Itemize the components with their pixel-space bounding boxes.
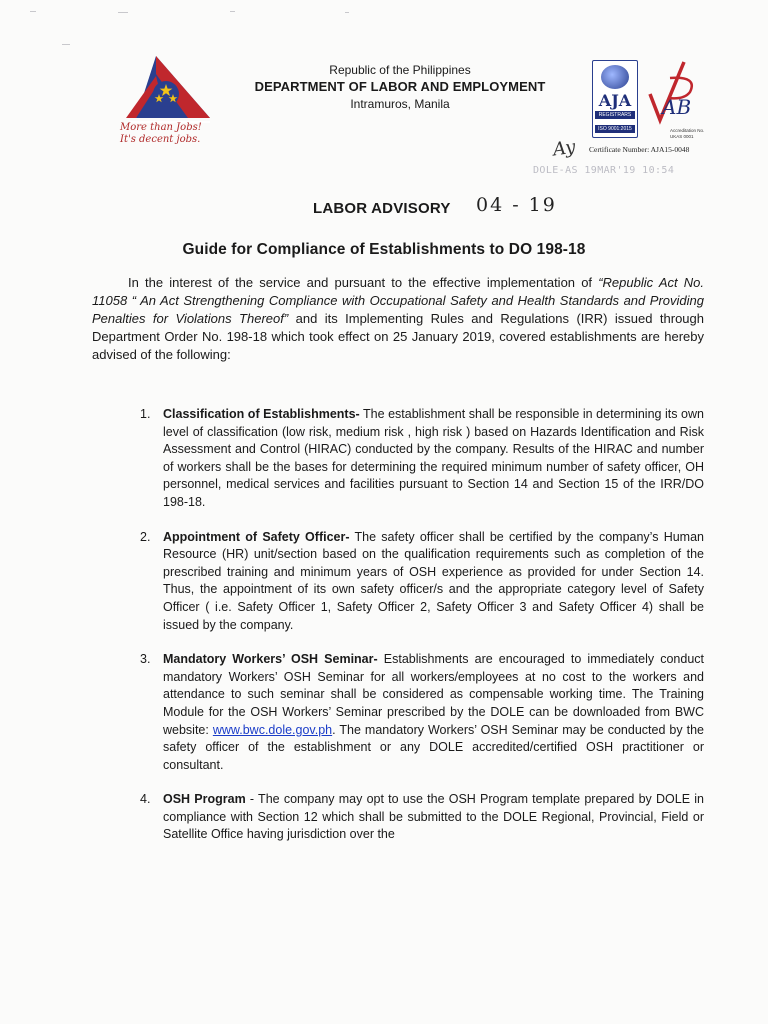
item-heading: Mandatory Workers’ OSH Seminar- (163, 652, 378, 667)
receipt-stamp: DOLE-AS 19MAR'19 10:54 (533, 165, 675, 176)
certificate-number: Certificate Number: AJA15-0048 (589, 145, 690, 154)
tagline-line-2: It's decent jobs. (120, 134, 201, 145)
tagline-line-1: More than Jobs! (120, 122, 202, 133)
scan-speck (62, 44, 70, 45)
aja-certification-logo (592, 60, 638, 138)
country-name: Republic of the Philippines (329, 63, 471, 77)
advisory-number: 04 - 19 (476, 194, 557, 216)
item-heading: Classification of Establishments- (163, 407, 360, 421)
advisory-items (140, 406, 704, 844)
item-number: 3. (140, 652, 151, 667)
item-body: The establishment shall be responsible in determining its own level of classification (low risk, medium risk , high risk ) based on Hazards Identification and Risk Assessment and Control (HIRAC) conducted by the company. Results of the HIRAC and number of workers shall be the bases for determining the required minimum number of safety officer, OH personnel, medical services and facilities pursuant to Section 14 and Section 15 of the IRR/DO 198-18. (163, 407, 704, 509)
scan-speck (345, 12, 349, 13)
document-title: Guide for Compliance of Establishments to DO 198-18 (182, 241, 586, 258)
uab-subtext-line-1: Accreditation No. (670, 128, 705, 133)
list-item (140, 651, 704, 774)
svg-text:AB: AB (662, 95, 692, 119)
intro-rest: and its Implementing Rules and Regulations (IRR) issued through Department Order No. 198-18 which took effect on 25 January 2019, covered establishments are hereby advised of the following: (92, 311, 704, 362)
uab-subtext-line-2: UKAS 0001 (670, 134, 694, 139)
uab-accreditation-logo (640, 58, 700, 128)
item-body-end: . The mandatory Workers’ OSH Seminar may be conducted by the safety officer of the establishment or any DOLE accredited/certified OSH practitioner or consultant. (163, 722, 704, 772)
intro-paragraph (92, 274, 704, 364)
intro-lead: In the interest of the service and pursuant to the effective implementation of (128, 275, 599, 290)
letterhead (250, 62, 550, 112)
intro-act-title: “Republic Act No. 11058 “ An Act Strengthening Compliance with Occupational Safety and Health Standards and Providing Penalties for Violations Thereof” (92, 275, 705, 326)
item-body: - The company may opt to use the OSH Program template prepared by DOLE in compliance with Section 12 which shall be submitted to the DOLE Regional, Provincial, Field or Satellite Office having jurisdiction over the (163, 792, 704, 842)
item-number: 1. (140, 407, 151, 421)
bwc-website-link[interactable]: www.bwc.dole.gov.ph (212, 722, 333, 737)
scan-speck (230, 11, 235, 12)
dole-tagline (120, 122, 220, 146)
item-body: The safety officer shall be certified by the company’s Human Resource (HR) unit/section based on the qualification requirements such as completion of the prescribed training and minimum years of OSH experience as provided for under Section 14. Thus, the appointment of its own safety officer/s and the appropriate category level of Safety Officer ( i.e. Safety Officer 1, Safety Officer 2, Safety Officer 3 and Safety Officer 4) shall be issued by the company. (163, 529, 704, 632)
globe-icon (601, 65, 629, 89)
list-item (140, 529, 704, 635)
list-item (140, 406, 704, 512)
aja-iso-band: ISO 9001:2015 (595, 125, 635, 133)
item-heading: Appointment of Safety Officer- (163, 529, 350, 544)
item-number: 2. (140, 529, 151, 544)
scan-speck (118, 12, 128, 13)
item-body: Establishments are encouraged to immediately conduct mandatory Workers’ OSH Seminar for all workers/employees at no cost to the workers and attendance to such seminar shall be considered as compensable working time. The Training Module for the OSH Workers’ Seminar prescribed by the DOLE can be downloaded from BWC website: (163, 652, 704, 737)
aja-registrars-band: REGISTRARS (595, 111, 635, 119)
scan-speck (30, 11, 36, 12)
handwritten-initials: Ay (551, 136, 577, 161)
uab-subtext (670, 128, 704, 140)
department-location: Intramuros, Manila (350, 97, 450, 111)
advisory-label: LABOR ADVISORY (313, 200, 451, 217)
item-number: 4. (140, 792, 151, 807)
list-item (140, 791, 704, 844)
department-name: DEPARTMENT OF LABOR AND EMPLOYMENT (254, 79, 546, 94)
item-heading: OSH Program (163, 792, 246, 807)
aja-logo-text: AJA (598, 91, 632, 110)
